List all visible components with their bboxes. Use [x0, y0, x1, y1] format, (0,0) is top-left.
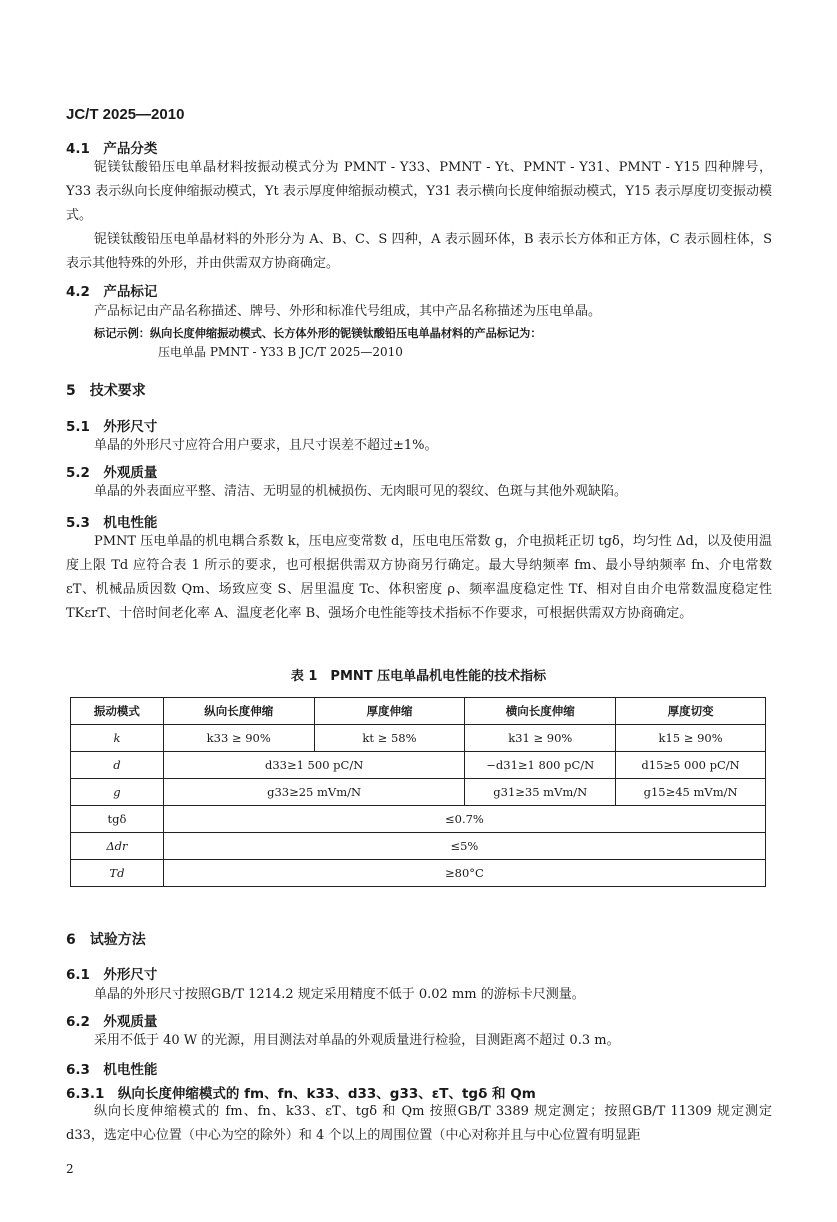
section-6-title: 6 试验方法 [66, 932, 146, 948]
table-header-cell: 纵向长度伸缩 [163, 698, 314, 725]
table-1 [70, 697, 766, 887]
row-label: tgδ [71, 806, 164, 833]
section-4-1-paragraph-1: 铌镁钛酸铅压电单晶材料按振动模式分为 PMNT - Y33、PMNT - Yt、PMNT - Y31、PMNT - Y15 四种牌号，Y33 表示纵向长度伸缩振动模式，Yt 表示厚度伸缩振动模式，Y31 表示横向长度伸缩振动模式，Y15 表示厚度切变振动模式。 [66, 160, 772, 223]
table-row-g [71, 779, 766, 806]
section-6-2-title: 6.2 外观质量 [66, 1014, 158, 1030]
table-cell: k31 ≥ 90% [465, 725, 616, 752]
section-6-1-title: 6.1 外形尺寸 [66, 967, 158, 983]
table-row-tgd [71, 806, 766, 833]
section-6-3-title: 6.3 机电性能 [66, 1062, 158, 1078]
table-cell: g31≥35 mVm/N [465, 779, 616, 806]
table-cell: −d31≥1 800 pC/N [465, 752, 616, 779]
section-6-3-1-title: 6.3.1 纵向长度伸缩模式的 fm、fn、k33、d33、g33、εT、tgδ 和 Qm [66, 1086, 536, 1102]
section-6-1-paragraph: 单晶的外形尺寸按照GB/T 1214.2 规定采用精度不低于 0.02 mm 的游标卡尺测量。 [94, 987, 585, 1002]
table-row-td [71, 860, 766, 887]
table-cell: k33 ≥ 90% [163, 725, 314, 752]
marking-example-value: 压电单晶 PMNT - Y33 B JC/T 2025—2010 [158, 345, 403, 359]
table-row-d [71, 752, 766, 779]
marking-example-label: 标记示例：纵向长度伸缩振动模式、长方体外形的铌镁钛酸铅压电单晶材料的产品标记为： [94, 327, 542, 340]
table-header-cell: 厚度切变 [616, 698, 766, 725]
table-header-cell: 厚度伸缩 [314, 698, 465, 725]
section-5-title: 5 技术要求 [66, 383, 146, 399]
row-label: d [71, 752, 164, 779]
section-4-1-title: 4.1 产品分类 [66, 141, 158, 157]
table-cell: g15≥45 mVm/N [616, 779, 766, 806]
table-cell: ≥80°C [163, 860, 765, 887]
section-4-2-paragraph-1: 产品标记由产品名称描述、牌号、外形和标准代号组成，其中产品名称描述为压电单晶。 [94, 304, 602, 319]
section-6-3-1-paragraph: 纵向长度伸缩模式的 fm、fn、k33、εT、tgδ 和 Qm 按照GB/T 3389 规定测定；按照GB/T 11309 规定测定 d33，选定中心位置（中心为空的除外）和 4 个以上的周围位置（中心对称并且与中心位置有明显距 [66, 1104, 772, 1143]
section-5-1-title: 5.1 外形尺寸 [66, 419, 158, 435]
document-code: JC/T 2025—2010 [66, 106, 185, 123]
section-5-1-paragraph: 单晶的外形尺寸应符合用户要求，且尺寸误差不超过±1%。 [94, 438, 438, 453]
table-header-row [71, 698, 766, 725]
table-row-dd [71, 833, 766, 860]
table-header-cell: 振动模式 [71, 698, 164, 725]
section-5-2-title: 5.2 外观质量 [66, 465, 158, 481]
section-5-3-paragraph: PMNT 压电单晶的机电耦合系数 k，压电应变常数 d，压电电压常数 g，介电损耗正切 tgδ，均匀性 Δd，以及使用温度上限 Td 应符合表 1 所示的要求，也可根据供需双方协商另行确定。最大导纳频率 fm、最小导纳频率 fn、介电常数 εT、机械品质因数 Qm、场致应变 S、居里温度 Tc、体积密度 ρ、频率温度稳定性 Tf、相对自由介电常数温度稳定性 TKεrT、十倍时间老化率 A、温度老化率 B、强场介电性能等技术指标不作要求，可根据供需双方协商确定。 [66, 534, 772, 621]
table-cell: g33≥25 mVm/N [163, 779, 465, 806]
table-row-k [71, 725, 766, 752]
row-label: Δdr [71, 833, 164, 860]
table-cell: d15≥5 000 pC/N [616, 752, 766, 779]
section-5-2-paragraph: 单晶的外表面应平整、清洁、无明显的机械损伤、无肉眼可见的裂纹、色斑与其他外观缺陷。 [94, 484, 628, 499]
table-cell: d33≥1 500 pC/N [163, 752, 465, 779]
table-header-cell: 横向长度伸缩 [465, 698, 616, 725]
row-label: g [71, 779, 164, 806]
section-6-2-paragraph: 采用不低于 40 W 的光源，用目测法对单晶的外观质量进行检验，目测距离不超过 0.3 m。 [94, 1033, 620, 1048]
table-cell: ≤0.7% [163, 806, 765, 833]
row-label: k [71, 725, 164, 752]
table-cell: k15 ≥ 90% [616, 725, 766, 752]
section-5-3-title: 5.3 机电性能 [66, 515, 158, 531]
table-1-caption: 表 1 PMNT 压电单晶机电性能的技术指标 [290, 669, 547, 684]
section-4-1-paragraph-2: 铌镁钛酸铅压电单晶材料的外形分为 A、B、C、S 四种，A 表示圆环体，B 表示长方体和正方体，C 表示圆柱体，S 表示其他特殊的外形，并由供需双方协商确定。 [66, 232, 772, 271]
section-4-2-title: 4.2 产品标记 [66, 284, 158, 300]
page-number: 2 [66, 1162, 74, 1176]
table-cell: ≤5% [163, 833, 765, 860]
row-label: Td [71, 860, 164, 887]
table-cell: kt ≥ 58% [314, 725, 465, 752]
